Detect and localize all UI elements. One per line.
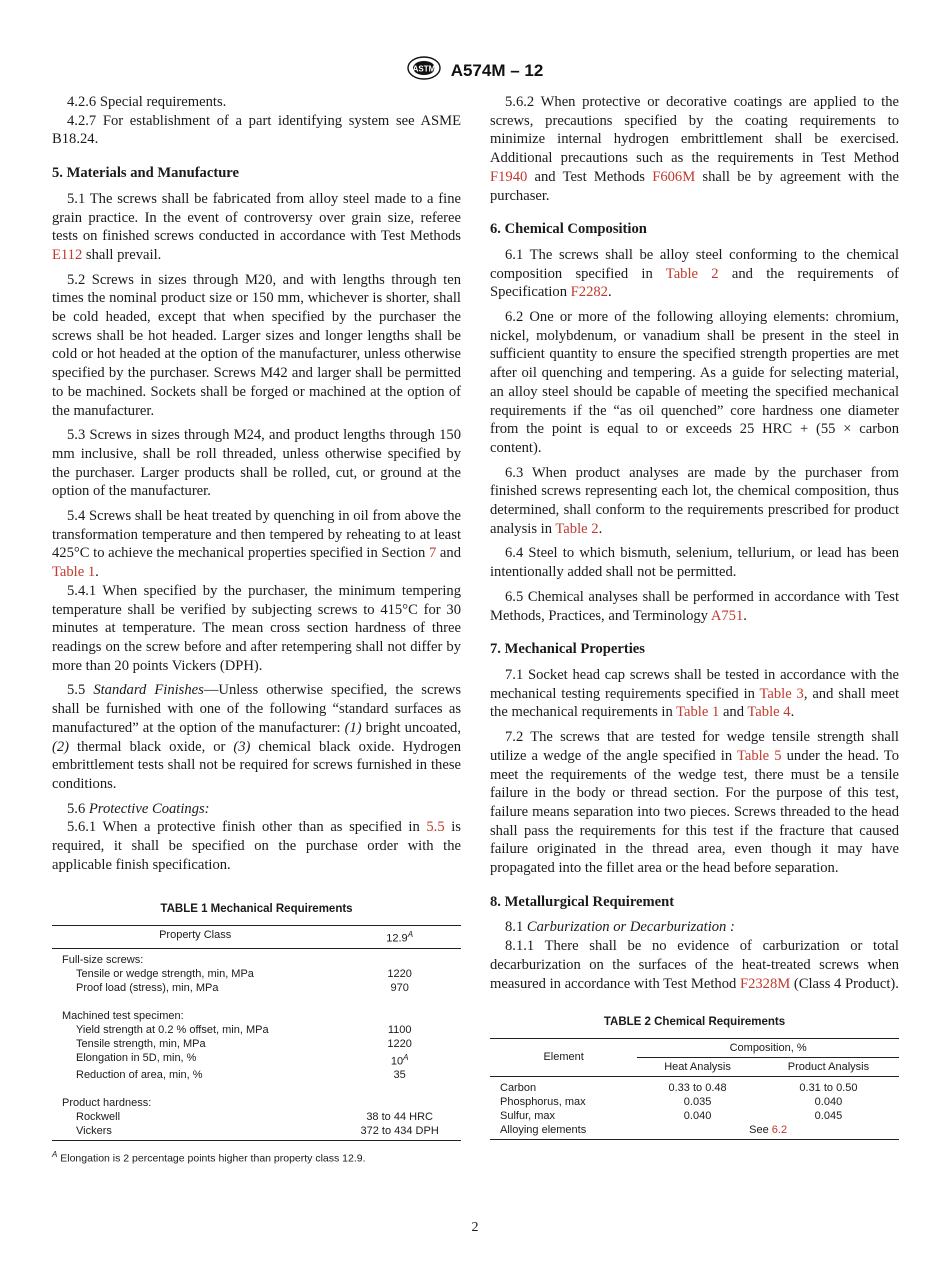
para-6-4: 6.4 Steel to which bismuth, selenium, tellurium, or lead has been intentionally added shall not be permitted. [490, 545, 899, 581]
para-5-5: 5.5 Standard Finishes—Unless otherwise specified, the screws shall be furnished with one of the following “standard surfaces as manufactured” at the option of the manufacturer: (1) bright uncoated, (2) thermal black oxide, or (3) chemical black oxide. Hydrogen embrittlement tests shall not be required for screws furnished in these conditions. [52, 682, 462, 792]
table-row: Elongation in 5D, min, % $10^A$ [76, 1051, 409, 1068]
para-5-2: 5.2 Screws in sizes through M20, and with lengths through ten times the nominal product size or 150 mm, whichever is shorter, shall be cold headed, except that when specified by the purchaser the screws shall be hot headed. Larger sizes and longer lengths shall be cold or hot headed at the option of the manufacturer, unless otherwise specified by the purchaser. Screws M42 and larger shall be permitted to be machined. Sockets shall be forged or machined at the option of the manufacturer. [52, 271, 461, 419]
table-row: Tensile strength, min, MPa 1220 [76, 1037, 412, 1050]
link-table-4[interactable]: Table 4 [747, 704, 791, 721]
astm-logo-icon [407, 56, 441, 85]
section-6-heading: 6. Chemical Composition [490, 221, 647, 238]
para-8-1: 8.1 Carburization or Decarburization : [505, 919, 735, 936]
para-6-2: 6.2 One or more of the following alloying elements: chromium, nickel, molybdenum, or vanadium shall be present in the steel in sufficient quantity to ensure the specified strength properties are met after oil quenching and tempering. As a guide for selecting material, an alloy steel should be capable of meeting the specified mechanical requirements if the “as oil quenched” core hardness one diameter from the point is equal to or exceeds 25 HRC + (55 × carbon content). [490, 309, 899, 456]
para-8-1-1: 8.1.1 There shall be no evidence of carburization or total decarburization on the surfaces of the heat-treated screws when measured in accordance with Test Method F2328M (Class 4 Product). [490, 938, 899, 992]
para-5-6-2: 5.6.2 When protective or decorative coatings are applied to the screws, precautions specified by the coating requirements to minimize internal hydrogen embrittlement shall be exercised. Additional precautions such as the requirements in Test Method F1940 and Test Methods F606M shall be by agreement with the purchaser. [490, 94, 899, 204]
table-row: Carbon 0.33 to 0.48 0.31 to 0.50 [500, 1081, 858, 1094]
link-f2282[interactable]: F2282 [570, 284, 608, 301]
para-5-4: 5.4 Screws shall be heat treated by quenching in oil from above the transformation temperature and then tempered by reheating to at least 425°C to achieve the mechanical properties specified in Section 7 and Table 1. [52, 508, 461, 581]
table-2 [490, 1013, 899, 1140]
table-row: Alloying elements See 6.2 [490, 1123, 899, 1140]
section-8-heading: 8. Metallurgical Requirement [490, 893, 675, 910]
col-heat-analysis: Heat Analysis [637, 1057, 758, 1076]
para-7-2: 7.2 The screws that are tested for wedge tensile strength shall utilize a wedge of the angle specified in Table 5 under the head. To meet the requirements of the wedge test, there must be a tensile failure in the body or thread section. For the purpose of this test, failure means separation into two pieces. Screws threaded to the head shall pass the requirements for this test if the fracture that caused failure originated in the thread area, even though it may have propagated into the fillet area or the head before separation. [490, 729, 899, 877]
para-5-6-1: 5.6.1 When a protective finish other than as specified in 5.5 is required, it shall be specified on the purchase order with the applicable finish specification. [52, 819, 461, 873]
para-5-4-1: 5.4.1 When specified by the purchaser, the minimum tempering temperature shall be verified by subjecting screws to 415°C for 30 minutes at temperature. The mean cross section hardness of three readings on the screw before and after retempering shall not differ by more than 20 points Vickers (DPH). [52, 582, 461, 674]
link-table-2b[interactable]: Table 2 [555, 520, 599, 537]
col-product-analysis: Product Analysis [758, 1057, 899, 1076]
table-row: Proof load (stress), min, MPa 970 [76, 981, 409, 994]
table-row: Sulfur, max 0.040 0.045 [500, 1109, 843, 1122]
link-5-5[interactable]: 5.5 [426, 819, 445, 836]
logo-text: ASTM [412, 64, 436, 74]
table-row: Tensile or wedge strength, min, MPa 1220 [76, 967, 412, 980]
link-table-1b[interactable]: Table 1 [676, 704, 720, 721]
para-5-3: 5.3 Screws in sizes through M24, and product lengths through 150 mm inclusive, shall be roll threaded, unless otherwise specified by the purchaser. Larger products shall be rolled, cut, or ground at the option of the manufacturer. [52, 427, 461, 500]
section-5-heading: 5. Materials and Manufacture [52, 165, 239, 182]
para-6-3: 6.3 When product analyses are made by the purchaser from finished screws representing each lot, the chemical composition, thus determined, shall conform to the requirements prescribed for product analysis in Table 2. [490, 464, 899, 537]
para-7-1: 7.1 Socket head cap screws shall be tested in accordance with the mechanical testing requirements specified in Table 3, and shall meet the mechanical requirements in Table 1 and Table 4. [490, 666, 900, 721]
right-column [490, 93, 899, 1140]
left-column [52, 93, 461, 1169]
page-header [0, 56, 950, 85]
link-6-2[interactable]: 6.2 [771, 1123, 788, 1136]
table-1-caption: TABLE 1 Mechanical Requirements [160, 903, 353, 916]
link-table-1[interactable]: Table 1 [52, 564, 96, 581]
page-number: 2 [471, 1220, 479, 1235]
table-row: Phosphorus, max 0.035 0.040 [500, 1095, 843, 1108]
col-property-class: Property Class [52, 926, 338, 949]
group-hardness: Product hardness: [62, 1097, 152, 1110]
table-row: Reduction of area, min, % 35 [76, 1069, 406, 1082]
col-12-9: $12.9^A$ [338, 926, 461, 949]
col-element: Element [490, 1038, 637, 1076]
link-section-7[interactable]: 7 [428, 545, 437, 562]
link-f606m[interactable]: F606M [652, 168, 696, 185]
col-composition: Composition, % [637, 1038, 899, 1057]
link-table-3[interactable]: Table 3 [759, 685, 804, 702]
table-1-header [52, 926, 461, 949]
table-row: Rockwell 38 to 44 HRC [76, 1111, 433, 1124]
link-table-2[interactable]: Table 2 [665, 265, 719, 282]
section-7-heading: 7. Mechanical Properties [490, 641, 645, 658]
table-row: Vickers 372 to 434 DPH [52, 1124, 461, 1141]
para-4-2-6: 4.2.6 Special requirements. [67, 94, 227, 110]
link-f2328m[interactable]: F2328M [739, 975, 791, 992]
para-6-5: 6.5 Chemical analyses shall be performed in accordance with Test Methods, Practices, and Terminology A751. [490, 588, 899, 624]
group-full-size: Full-size screws: [62, 953, 144, 966]
table-row: Yield strength at 0.2 % offset, min, MPa 1100 [76, 1023, 412, 1036]
group-machined: Machined test specimen: [62, 1009, 184, 1022]
link-a751[interactable]: A751 [710, 607, 744, 624]
para-4-2-7: 4.2.7 For establishment of a part identifying system see ASME B18.24. [52, 112, 461, 148]
table-2-caption: TABLE 2 Chemical Requirements [603, 1016, 786, 1029]
table-1-footnote: $^A$ Elongation is 2 percentage points higher than property class 12.9. [52, 1150, 366, 1165]
para-5-6: 5.6 Protective Coatings: [67, 800, 210, 817]
para-6-1: 6.1 The screws shall be alloy steel conforming to the chemical composition specified in Table 2 and the requirements of Specification F2282. [490, 246, 899, 301]
link-f1940[interactable]: F1940 [490, 168, 528, 185]
para-5-1: 5.1 The screws shall be fabricated from alloy steel made to a fine grain practice. In the event of controversy over grain size, referee tests on finished screws conducted in accordance with Test Methods E112 shall prevail. [52, 190, 461, 263]
table-1 [52, 900, 461, 1168]
link-e112[interactable]: E112 [52, 246, 83, 263]
document-title: A574M – 12 [450, 60, 544, 80]
link-table-5[interactable]: Table 5 [736, 747, 782, 764]
